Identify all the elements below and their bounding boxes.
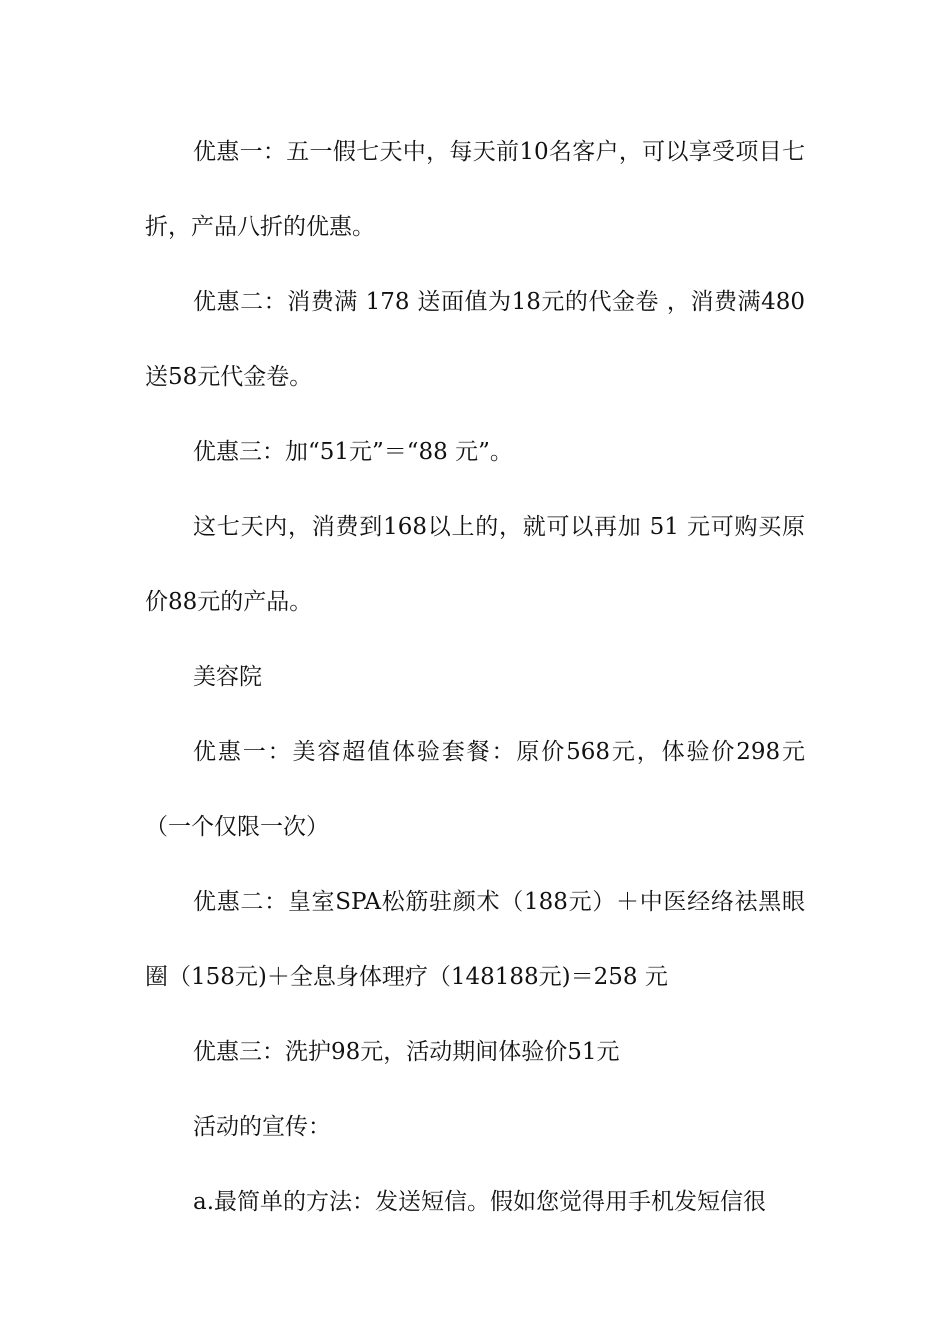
paragraph-salon-offer-1: 优惠一：美容超值体验套餐：原价568元，体验价298元（一个仅限一次） — [145, 739, 805, 840]
paragraph-seven-days: 这七天内，消费到168以上的，就可以再加 51 元可购买原价88元的产品。 — [145, 514, 805, 615]
paragraph-offer-1: 优惠一：五一假七天中，每天前10名客户，可以享受项目七折，产品八折的优惠。 — [145, 139, 805, 240]
section-heading-promotion: 活动的宣传： — [193, 1114, 331, 1140]
paragraph-salon-offer-2: 优惠二：皇室SPA松筋驻颜术（188元）＋中医经络祛黑眼圈（158元)＋全息身体理疗（148188元)＝258 元 — [145, 889, 805, 990]
paragraph-salon-offer-3: 优惠三：洗护98元，活动期间体验价51元 — [193, 1039, 620, 1065]
paragraph-promotion-a: a.最简单的方法：发送短信。假如您觉得用手机发短信很 — [193, 1189, 767, 1215]
paragraph-offer-3: 优惠三：加“51元”＝“88 元”。 — [193, 439, 513, 465]
paragraph-offer-2: 优惠二：消费满 178 送面值为18元的代金卷 ，消费满480送58元代金卷。 — [145, 289, 805, 390]
section-heading-beauty-salon: 美容院 — [193, 664, 262, 690]
